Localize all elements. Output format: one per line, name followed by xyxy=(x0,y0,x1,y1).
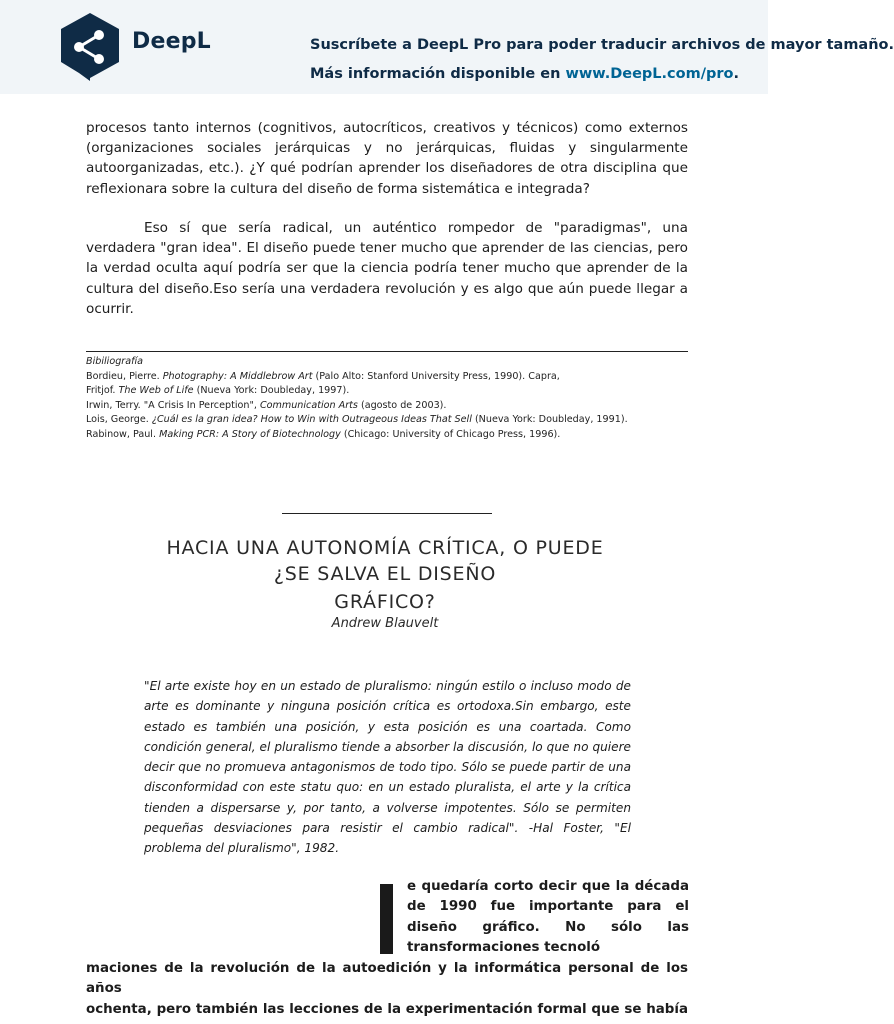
body-paragraph-1: procesos tanto internos (cognitivos, autocríticos, creativos y técnicos) como externos (organizaciones sociales jerárquicas y no jerárquicas, fluidas y singularmente autoorganizadas, etc.). ¿Y qué podrían aprender los diseñadores de otra disciplina que reflexionara sobre la cultura del diseño de forma sistemática e integrada? xyxy=(86,120,688,197)
promo-line-2 xyxy=(310,60,780,89)
continuation-line-2: ochenta, pero también las lecciones de la experimentación formal que se había xyxy=(86,1001,688,1017)
promo-line-1: Suscríbete a DeepL Pro para poder traducir archivos de mayor tamaño. xyxy=(310,37,894,53)
promo-message xyxy=(310,31,894,89)
bibliography-entry: Rabinow, Paul. Making PCR: A Story of Biotechnology (Chicago: University of Chicago Press, 1996). xyxy=(86,428,561,440)
epigraph-quote: "El arte existe hoy en un estado de pluralismo: ningún estilo o incluso modo de arte es dominante y ninguna posición crítica es ortodoxa.Sin embargo, este estado es también una posición, y esta posición es una coartada. Como condición general, el pluralismo tiende a absorber la discusión, lo que no quiere decir que no promueva antagonismos de todo tipo. Sólo se puede partir de una disconformidad con este statu quo: en un estado pluralista, el arte y la crítica tienden a dispersarse y, por tanto, a volverse impotentes. Sólo se permiten pequeñas desviaciones para resistir el cambio radical". -Hal Foster, "El problema del pluralismo", 1982. xyxy=(144,679,631,856)
article-divider xyxy=(282,513,492,514)
bibliography-entry: Fritjof. The Web of Life (Nueva York: Doubleday, 1997). xyxy=(86,385,350,397)
opening-paragraph: e quedaría corto decir que la década de 1990 fue importante para el diseño gráfico. No sólo las transformaciones tecnoló xyxy=(407,879,689,956)
continuation-line-1: maciones de la revolución de la autoedición y la informática personal de los años xyxy=(86,961,688,997)
continuation-paragraph xyxy=(86,959,688,1020)
deepl-banner xyxy=(0,0,894,94)
bibliography-entry: Lois, George. ¿Cuál es la gran idea? How to Win with Outrageous Ideas That Sell (Nueva York: Doubleday, 1991). xyxy=(86,414,628,426)
article-title-line-3: GRÁFICO? xyxy=(334,591,436,613)
deepl-logo-icon[interactable] xyxy=(59,12,121,82)
promo-line-2-prefix: Más información disponible en xyxy=(310,66,566,82)
deepl-pro-link[interactable]: www.DeepL.com/pro xyxy=(565,66,734,82)
article-title-line-1: HACIA UNA AUTONOMÍA CRÍTICA, O PUEDE xyxy=(166,537,604,559)
bibliography xyxy=(86,355,696,443)
article-author: Andrew Blauvelt xyxy=(331,616,439,631)
bibliography-entry: Bordieu, Pierre. Photography: A Middlebrow Art (Palo Alto: Stanford University Press, 1990). Capra, xyxy=(86,370,560,382)
drop-cap xyxy=(380,884,393,954)
bibliography-divider xyxy=(86,351,688,352)
bibliography-title: Bibiliografía xyxy=(86,356,144,367)
article-title-line-2: ¿SE SALVA EL DISEÑO xyxy=(273,563,497,585)
bibliography-entry: Irwin, Terry. "A Crisis In Perception", Communication Arts (agosto de 2003). xyxy=(86,399,447,411)
promo-line-2-suffix: . xyxy=(733,66,740,82)
body-paragraph-2: Eso sí que sería radical, un auténtico rompedor de "paradigmas", una verdadera "gran idea". El diseño puede tener mucho que aprender de las ciencias, pero la verdad oculta aquí podría ser que la ciencia podría tener mucho que aprender de la cultura del diseño.Eso sería una verdadera revolución y es algo que aún puede llegar a ocurrir. xyxy=(86,220,688,317)
deepl-logo-text[interactable]: DeepL xyxy=(132,29,211,54)
